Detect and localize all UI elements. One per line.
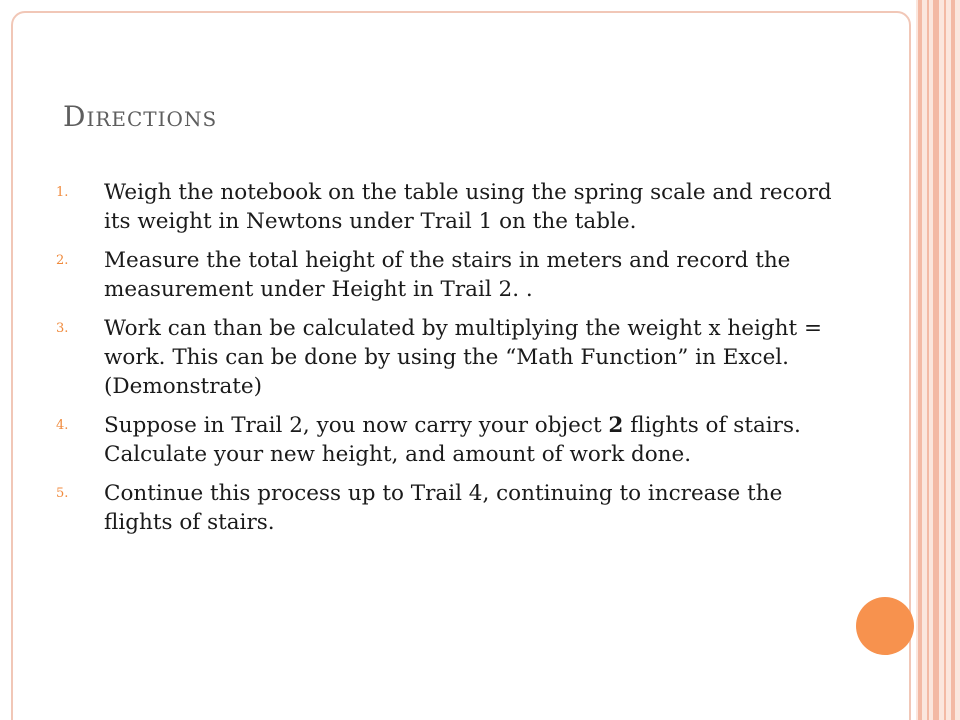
list-item-text: Weigh the notebook on the table using the spring scale and record its weight in Newtons under Trail 1 on the table. [104,180,832,234]
list-item-text [104,411,846,469]
list-item [56,246,846,304]
list-item-text-part: Suppose in Trail 2, you now carry your object [104,413,609,438]
list-number: 2. [56,253,69,268]
list-item [56,479,846,537]
decorative-stripe [918,0,922,720]
list-item [56,411,846,469]
decorative-stripe [927,0,929,720]
list-number: 5. [56,486,69,501]
slide-title: Directions [63,100,218,133]
list-item [56,314,846,401]
decorative-orange-circle [856,597,914,655]
directions-list [56,178,846,547]
list-number: 3. [56,321,69,336]
list-item-text: Measure the total height of the stairs in meters and record the measurement under Height in Trail 2. . [104,248,791,302]
decorative-stripe [951,0,955,720]
list-number: 4. [56,418,69,433]
list-item-text: Work can than be calculated by multiplying the weight x height = work. This can be done by using the “Math Function” in Excel. (Demonstrate) [104,316,822,399]
decorative-stripe [933,0,939,720]
list-item [56,178,846,236]
decorative-stripe [944,0,946,720]
list-item-text-part: flights of stairs. Calculate your new height, and amount of work done. [104,413,801,467]
list-item-text: Continue this process up to Trail 4, continuing to increase the flights of stairs. [104,481,783,535]
list-number: 1. [56,185,69,200]
bold-number: 2 [608,413,624,438]
